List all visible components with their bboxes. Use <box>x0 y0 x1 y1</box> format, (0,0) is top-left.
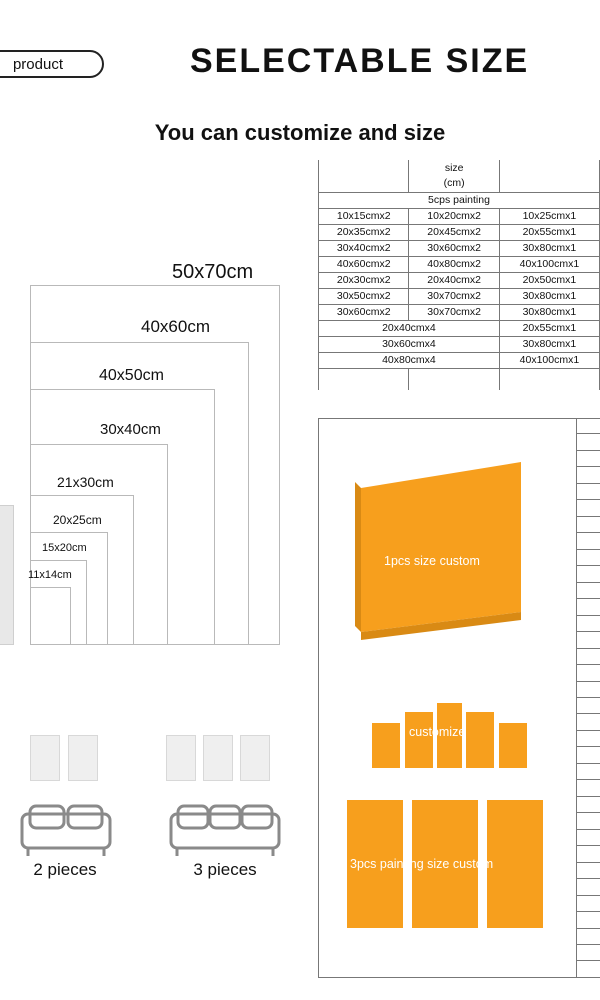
size-table <box>318 160 600 390</box>
table-cell: 20x55cmx1 <box>499 224 599 240</box>
table-cell: 40x80cmx2 <box>409 256 499 272</box>
table-row <box>319 240 600 256</box>
table-cell: 30x80cmx1 <box>499 288 599 304</box>
size-box-11x14 <box>30 587 71 645</box>
three-pieces-panel-1 <box>166 735 196 781</box>
table-cell: 30x50cmx2 <box>319 288 409 304</box>
one-piece-label: 1pcs size custom <box>384 554 480 568</box>
table-cell: 30x40cmx2 <box>319 240 409 256</box>
size-label-40x60: 40x60cm <box>141 317 210 336</box>
table-row <box>319 352 600 368</box>
page-subtitle: You can customize and size <box>154 120 446 145</box>
table-row <box>319 368 600 390</box>
table-cell: 10x20cmx2 <box>409 208 499 224</box>
table-cell: 20x30cmx2 <box>319 272 409 288</box>
table-row <box>319 288 600 304</box>
size-label-30x40: 30x40cm <box>100 421 161 438</box>
table-row <box>319 160 600 176</box>
sofa-2-seat-icon <box>16 800 116 860</box>
table-cell: 30x80cmx1 <box>499 304 599 320</box>
customize-panel-5 <box>499 723 527 768</box>
table-section-title: 5cps painting <box>319 192 600 208</box>
two-pieces-panel-1 <box>30 735 60 781</box>
table-row <box>319 272 600 288</box>
table-cell: 30x80cmx1 <box>499 336 599 352</box>
product-badge-label: product <box>12 55 64 73</box>
customize-panel-2 <box>405 712 433 768</box>
table-row <box>319 192 600 208</box>
size-label-40x50: 40x50cm <box>99 367 164 384</box>
three-pieces-panel-2 <box>203 735 233 781</box>
size-nest-diagram <box>0 255 320 675</box>
two-pieces-panel-2 <box>68 735 98 781</box>
table-cell: 20x40cmx2 <box>409 272 499 288</box>
customize-panel-4 <box>466 712 494 768</box>
table-cell: 20x35cmx2 <box>319 224 409 240</box>
two-pieces-label: 2 pieces <box>33 860 97 879</box>
edge-panel-strip <box>0 505 14 645</box>
size-label-50x70: 50x70cm <box>172 261 254 283</box>
three-piece-panel-3 <box>487 800 543 928</box>
table-cell: 30x80cmx1 <box>499 240 599 256</box>
table-cell: 10x25cmx1 <box>499 208 599 224</box>
table-cell: 30x60cmx2 <box>409 240 499 256</box>
table-cell: 30x60cmx4 <box>319 336 500 352</box>
table-row <box>319 256 600 272</box>
table-row <box>319 224 600 240</box>
size-label-15x20: 15x20cm <box>42 542 87 554</box>
table-row <box>319 336 600 352</box>
table-cell: 20x45cmx2 <box>409 224 499 240</box>
table-row <box>319 320 600 336</box>
table-header-size: size <box>409 160 499 176</box>
table-cell: 10x15cmx2 <box>319 208 409 224</box>
sofa-3-seat-icon <box>166 800 284 860</box>
customize-label: customize <box>409 725 466 739</box>
product-badge <box>0 50 104 78</box>
table-cell: 30x70cmx2 <box>409 288 499 304</box>
table-cell: 40x100cmx1 <box>499 352 599 368</box>
table-cell: 30x70cmx2 <box>409 304 499 320</box>
size-label-11x14: 11x14cm <box>28 569 72 581</box>
table-cell: 30x60cmx2 <box>319 304 409 320</box>
size-label-20x25: 20x25cm <box>53 513 102 527</box>
table-cell: 20x50cmx1 <box>499 272 599 288</box>
table-cell: 40x80cmx4 <box>319 352 500 368</box>
size-label-21x30: 21x30cm <box>57 474 114 490</box>
customize-panel-1 <box>372 723 400 768</box>
table-row <box>319 176 600 192</box>
table-header-unit: (cm) <box>409 176 499 192</box>
table-cell: 20x40cmx4 <box>319 320 500 336</box>
table-cell: 40x60cmx2 <box>319 256 409 272</box>
table-cell: 20x55cmx1 <box>499 320 599 336</box>
tick-ruler-column <box>576 418 600 978</box>
three-pieces-label: 3 pieces <box>193 860 257 879</box>
table-row <box>319 304 600 320</box>
page-title: SELECTABLE SIZE <box>190 42 530 80</box>
one-piece-canvas-illustration <box>353 460 525 640</box>
three-pieces-panel-3 <box>240 735 270 781</box>
table-row <box>319 208 600 224</box>
table-cell: 40x100cmx1 <box>499 256 599 272</box>
three-piece-label: 3pcs painting size custom <box>350 857 494 871</box>
